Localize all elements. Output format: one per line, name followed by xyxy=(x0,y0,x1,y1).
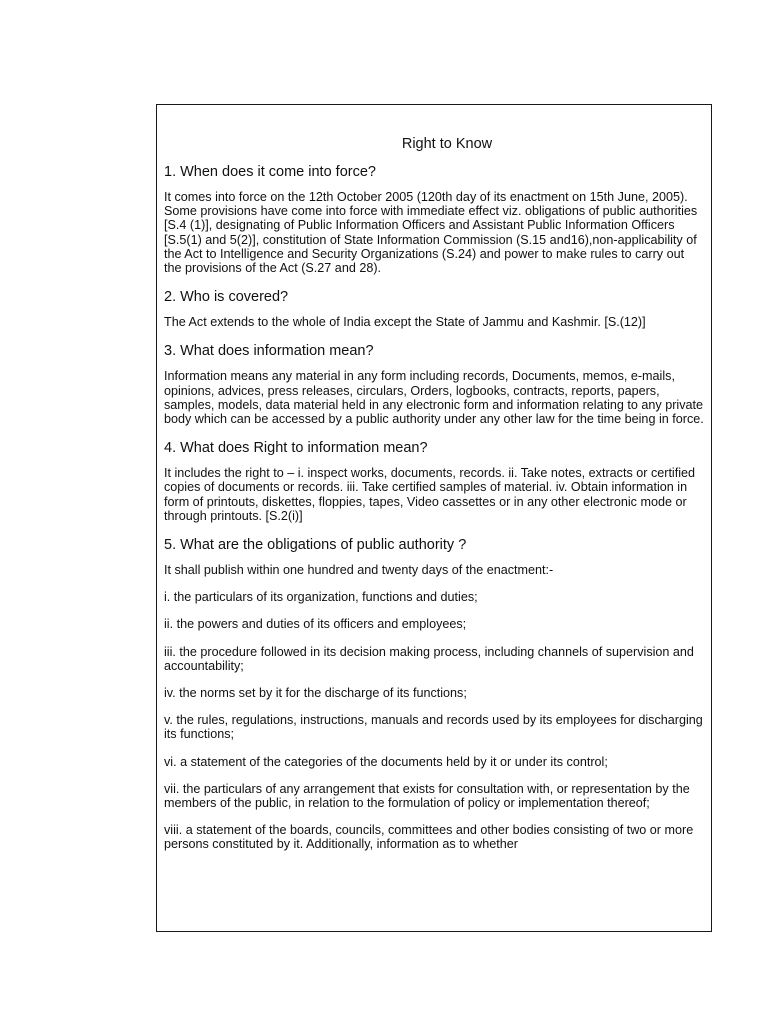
section-heading-3: 3. What does information mean? xyxy=(164,343,374,360)
section-3-paragraph: Information means any material in any form including records, Documents, memos, e-mails, opinions, advices, press releases, circulars, Orders, logbooks, contracts, reports, papers, samples, models, data material held in any electronic form and information relating to any private body which can be accessed by a public authority under any other law for the time being in force. xyxy=(164,369,704,427)
section-heading-1: 1. When does it come into force? xyxy=(164,164,376,180)
document-body xyxy=(164,135,704,865)
list-item: v. the rules, regulations, instructions, manuals and records used by its employees for discharging its functions; xyxy=(164,713,703,742)
section-5-intro: It shall publish within one hundred and twenty days of the enactment:- xyxy=(164,563,554,578)
list-item: i. the particulars of its organization, functions and duties; xyxy=(164,590,478,605)
section-heading-5: 5. What are the obligations of public authority ? xyxy=(164,537,467,554)
section-1-paragraph: It comes into force on the 12th October 2005 (120th day of its enactment on 15th June, 2005). Some provisions have come into force with immediate effect viz. obligations of public authorities [S.4 (1)], designating of Public Information Officers and Assistant Public Information Officers [S.5(1) and 5(2)], constitution of State Information Commission (S.15 and16),non-applicability of the Act to Intelligence and Security Organizations (S.24) and power to make rules to carry out the provisions of the Act (S.27 and 28). xyxy=(164,190,698,276)
page-bottom-border xyxy=(156,931,712,932)
document-page xyxy=(156,104,712,932)
list-item: vii. the particulars of any arrangement that exists for consultation with, or representation by the members of the public, in relation to the formulation of policy or implementation thereof; xyxy=(164,781,690,811)
list-item: viii. a statement of the boards, councils, committees and other bodies consisting of two or more persons constituted by it. Additionally, information as to whether xyxy=(164,823,694,852)
section-heading-2: 2. Who is covered? xyxy=(164,289,289,306)
document-title: Right to Know xyxy=(401,136,493,152)
list-item: iv. the norms set by it for the discharge of its functions; xyxy=(164,686,467,701)
section-4-paragraph: It includes the right to – i. inspect works, documents, records. ii. Take notes, extracts or certified copies of documents or records. iii. Take certified samples of material. iv. Obtain information in form of printouts, diskettes, floppies, tapes, Video cassettes or in any other electronic mode or through printouts. [S.2(i)] xyxy=(164,466,696,523)
list-item: vi. a statement of the categories of the documents held by it or under its control; xyxy=(164,754,608,769)
list-item: iii. the procedure followed in its decision making process, including channels of supervision and accountability; xyxy=(164,644,694,673)
list-item: ii. the powers and duties of its officers and employees; xyxy=(164,617,467,632)
section-2-paragraph: The Act extends to the whole of India except the State of Jammu and Kashmir. [S.(12)] xyxy=(164,315,646,330)
section-heading-4: 4. What does Right to information mean? xyxy=(164,440,428,457)
